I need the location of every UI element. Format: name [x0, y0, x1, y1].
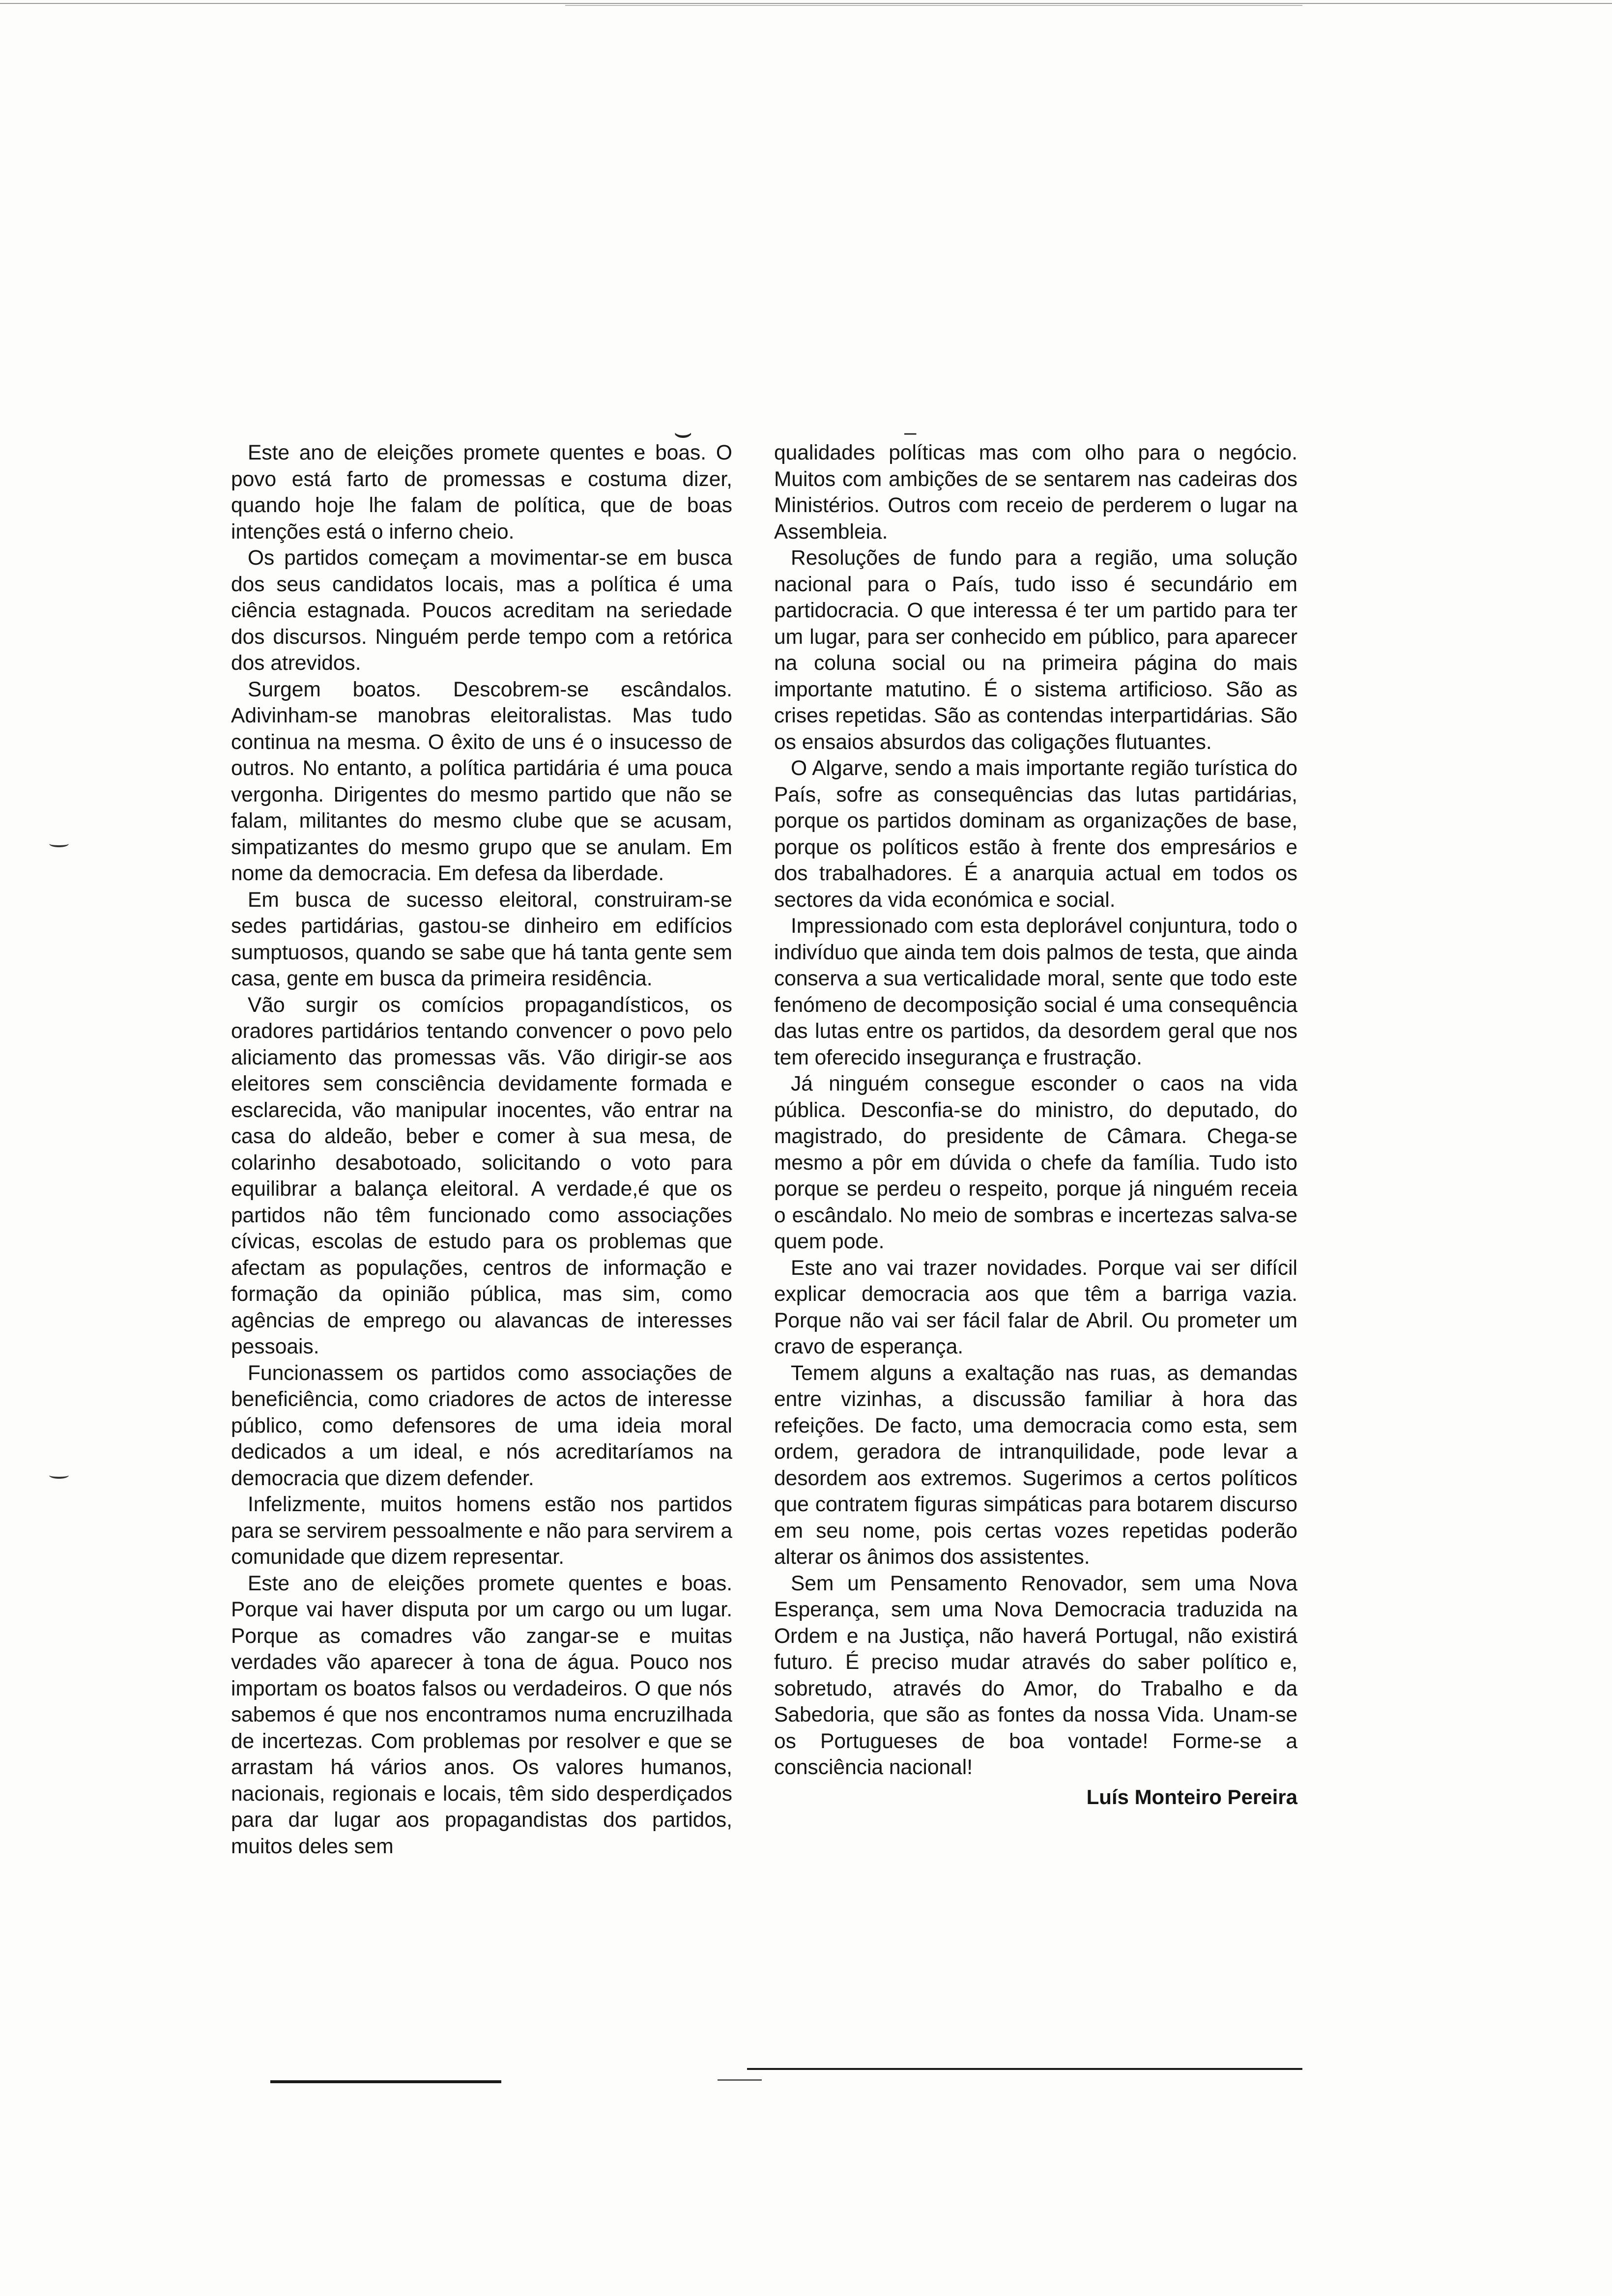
author-signature: Luís Monteiro Pereira: [1086, 1785, 1297, 1808]
paragraph: Vão surgir os comícios propagandísticos, os oradores partidários tentando convencer o povo pelo aliciamento das promessas vãs. Vão dirigir-se aos eleitores sem consciência devidamente formada e esclarecida, vão manipular inocentes, vão entrar na casa do aldeão, beber e comer à sua mesa, de colarinho desabotoado, solicitando o voto para equilibrar a balança eleitoral. A verdade,é que os partidos não têm funcionado como associações cívicas, escolas de estudo para os problemas que afectam as populações, centros de informação e formação da opinião pública, mas sim, como agências de emprego ou alavancas de interesses pessoais.: [231, 993, 732, 1358]
paragraph: qualidades políticas mas com olho para o negócio. Muitos com ambições de se sentarem nas cadeiras dos Ministérios. Outros com receio de perderem o lugar na Assembleia.: [774, 441, 1297, 544]
paragraph: O Algarve, sendo a mais importante região turística do País, sofre as consequências das lutas partidárias, porque os partidos dominam as organizações de base, porque os políticos estão à frente dos empresários e dos trabalhadores. É a anarquia actual em todos os sectores da vida económica e social.: [774, 757, 1297, 912]
paragraph: Este ano de eleições promete quentes e boas. O povo está farto de promessas e costuma dizer, quando hoje lhe falam de política, que de boas intenções está o inferno cheio.: [231, 441, 732, 544]
paragraph: Em busca de sucesso eleitoral, construiram-se sedes partidárias, gastou-se dinheiro em edifícios sumptuosos, quando se sabe que há tanta gente sem casa, gente em busca da primeira residência.: [231, 888, 732, 990]
paragraph: Este ano de eleições promete quentes e boas. Porque vai haver disputa por um cargo ou um lugar. Porque as comadres vão zangar-se e muitas verdades vão aparecer à tona de água. Pouco nos importam os boatos falsos ou verdadeiros. O que nós sabemos é que nos encontramos numa encruzilhada de incertezas. Com problemas por resolver e que se arrastam há vários anos. Os valores humanos, nacionais, regionais e locais, têm sido desperdiçados para dar lugar aos propagandistas dos partidos, muitos deles sem: [231, 1572, 732, 1858]
binding-hole-mark-lower: [49, 1472, 69, 1479]
paragraph: Resoluções de fundo para a região, uma solução nacional para o País, tudo isso é secundário em partidocracia. O que interessa é ter um partido para ter um lugar, para ser conhecido em público, para aparecer na coluna social ou na primeira página do mais importante matutino. É o sistema artificioso. São as crises repetidas. São as contendas interpartidárias. São os ensaios absurdos das coligações flutuantes.: [774, 546, 1297, 754]
left-column-end-rule: [270, 2080, 501, 2083]
paragraph: Os partidos começam a movimentar-se em busca dos seus candidatos locais, mas a política é uma ciência estagnada. Poucos acreditam na seriedade dos discursos. Ninguém perde tempo com a retórica dos atrevidos.: [231, 546, 732, 675]
paragraph: Impressionado com esta deplorável conjuntura, todo o indivíduo que ainda tem dois palmos de testa, que ainda conserva a sua verticalidade moral, sente que todo este fenómeno de decomposição social é uma consequência das lutas entre os partidos, da desordem geral que nos tem oferecido insegurança e frustração.: [774, 915, 1297, 1069]
paragraph: Infelizmente, muitos homens estão nos partidos para se servirem pessoalmente e não para servirem a comunidade que dizem representar.: [231, 1493, 732, 1569]
paragraph: Este ano vai trazer novidades. Porque vai ser difícil explicar democracia aos que têm a barriga vazia. Porque não vai ser fácil falar de Abril. Ou prometer um cravo de esperança.: [774, 1256, 1297, 1358]
column-gap-dash: [718, 2079, 762, 2081]
article-right-column: [774, 440, 1297, 1810]
paragraph: Surgem boatos. Descobrem-se escândalos. Adivinham-se manobras eleitoralistas. Mas tudo continua na mesma. O êxito de uns é o insucesso de outros. No entanto, a política partidária é uma pouca vergonha. Dirigentes do mesmo partido que não se falam, militantes do mesmo clube que se acusam, simpatizantes do mesmo grupo que se anulam. Em nome da democracia. Em defesa da liberdade.: [231, 678, 732, 885]
scan-artifact-dash: ‒: [904, 420, 917, 444]
right-column-end-rule: [747, 2068, 1302, 2070]
paragraph: Funcionassem os partidos como associações de beneficiência, como criadores de actos de interesse público, como defensores de uma ideia moral dedicados a um ideal, e nós acreditaríamos na democracia que dizem defender.: [231, 1361, 732, 1490]
paragraph: Temem alguns a exaltação nas ruas, as demandas entre vizinhas, a discussão familiar à hora das refeições. De facto, uma democracia como esta, sem ordem, geradora de intranquilidade, pode levar a desordem aos extremos. Sugerimos a certos políticos que contratem figuras simpáticas para botarem discurso em seu nome, pois certas vozes repetidas poderão alterar os ânimos dos assistentes.: [774, 1361, 1297, 1569]
scan-artifact-mark: ⌣: [673, 416, 693, 449]
paragraph: Já ninguém consegue esconder o caos na vida pública. Desconfia-se do ministro, do deputado, do magistrado, do presidente de Câmara. Chega-se mesmo a pôr em dúvida o chefe da família. Tudo isto porque se perdeu o respeito, porque já ninguém receia o escândalo. No meio de sombras e incertezas salva-se quem pode.: [774, 1072, 1297, 1253]
binding-hole-mark-upper: [49, 840, 69, 847]
paragraph: Sem um Pensamento Renovador, sem uma Nova Esperança, sem uma Nova Democracia traduzida na Ordem e na Justiça, não haverá Portugal, não existirá futuro. É preciso mudar através do saber político e, sobretudo, através do Amor, do Trabalho e da Sabedoria, que são as fontes da nossa Vida. Unam-se os Portugueses de boa vontade! Forme-se a consciência nacional!: [774, 1572, 1297, 1779]
top-scan-rule: [0, 3, 1612, 4]
article-left-column: [231, 440, 732, 1860]
top-scan-rule-secondary: [565, 5, 1302, 6]
